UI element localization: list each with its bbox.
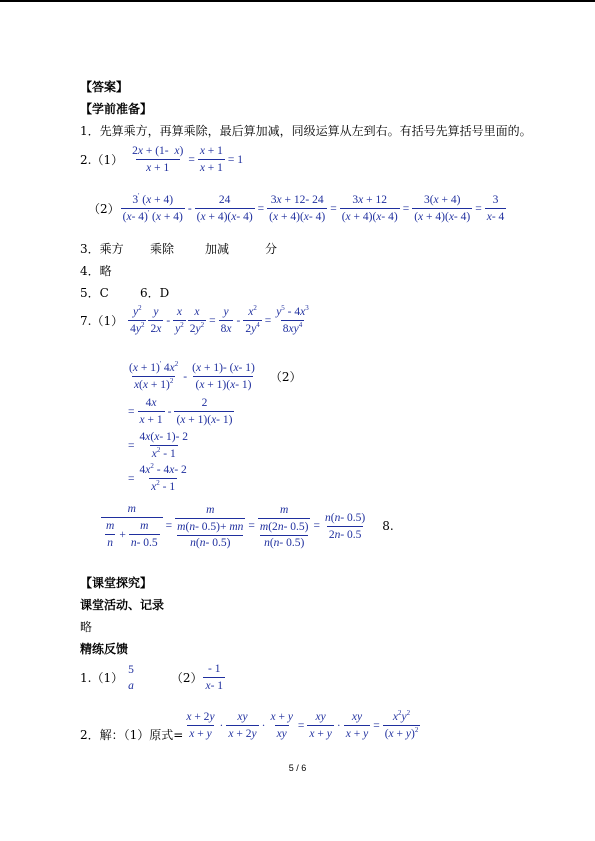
section-feedback: 精练反馈 — [80, 642, 129, 656]
item-3-d: 分 — [265, 242, 278, 256]
item-3-b: 乘除 — [150, 242, 175, 256]
section-class-explore: 【课堂探究】 — [80, 576, 153, 590]
item-7-1-label: 7.（1） — [80, 314, 124, 328]
item-7-2-label: （2） — [269, 370, 302, 384]
feedback-1 — [80, 662, 226, 693]
feedback-2 — [80, 710, 421, 741]
item-8 — [100, 502, 394, 550]
item-2-2-formula: $\frac{3' (x + 4)}{(x- 4)' (x + 4)}$ - $\frac{24}{(x + 4)(x- 4)}$ = $\frac{3x + 12- 24}{(x + 4)(x- 4)}$ = $\frac{3x + 12}{(x + 4)(x- 4)}$ = $\frac{3(x + 4)}{(x + 4)(x- 4)}$ = $\frac{3}{x- 4}$ — [122, 192, 505, 223]
activity-answer: 略 — [80, 620, 93, 634]
item-8-formula: m $\frac{m}{n}$ + $\frac{m}{n- 0.5}$ = m m(n- 0.5)+ mn n(n- 0.5) = m m(2n- 0.5) n(n- 0.5) = $\frac{n(n- 0.5)}{2n- 0.5}$ — [100, 502, 368, 550]
item-3-label: 3．乘方 — [80, 242, 124, 256]
section-activity: 课堂活动、记录 — [80, 598, 165, 612]
item-2-1-formula: $\frac{2x + (1- x)}{x + 1}$ = $\frac{x + 1}{x + 1}$ = 1 — [132, 145, 244, 174]
item-7-2-line3: = $\frac{4x(x- 1)- 2}{x^2 - 1}$ — [128, 431, 189, 460]
feedback-1-label: 1.（1） — [80, 671, 124, 685]
item-2-2 — [88, 193, 507, 224]
item-6: 6．D — [140, 286, 170, 300]
item-7-2-line4: = $\frac{4x^2 - 4x- 2}{x^2 - 1}$ — [128, 462, 187, 493]
item-2-2-label: （2） — [88, 202, 120, 216]
page-number: 5 / 6 — [288, 763, 307, 773]
feedback-2-label: 2．解：（1）原式= — [80, 728, 184, 742]
item-7-2-line1: $\frac{(x + 1)' 4x^2}{x(x + 1)^2}$ - $\frac{(x + 1)- (x- 1)}{(x + 1)(x- 1)}$ （2） — [129, 360, 302, 391]
feedback-1-1-formula: 5 a — [128, 663, 134, 692]
feedback-1-2-label: （2） — [170, 671, 203, 685]
item-8-label: 8. — [382, 519, 394, 533]
feedback-1-2-formula: $\frac{- 1}{x- 1}$ — [205, 663, 224, 692]
item-4: 4．略 — [80, 264, 112, 278]
section-prep: 【学前准备】 — [80, 102, 153, 116]
item-7-2-line2: = $\frac{4x}{x + 1}$ - $\frac{2}{(x + 1)(x- 1)}$ — [128, 397, 233, 426]
feedback-2-formula: $\frac{x + 2y}{x + y}$ · $\frac{xy}{x + 2y}$ · $\frac{x + y}{xy}$ = $\frac{xy}{x + y}$ · $\frac{xy}{x + y}$ = $\frac{x^2y^2}{(x + y)^2}$ — [186, 709, 419, 740]
item-7-1-formula: $\frac{y^2}{4y^2}$ $\frac{y}{2x}$ - $\frac{x}{y^2}$ $\frac{x}{2y^2}$ = $\frac{y}{8x}$ - $\frac{x^2}{2y^4}$ = $\frac{y^5 - 4x^3}{8xy^4}$ — [130, 304, 309, 335]
item-2-1 — [80, 144, 245, 175]
item-1: 1．先算乘方，再算乘除，最后算加减，同级运算从左到右。有括号先算括号里面的。 — [80, 124, 532, 138]
item-3-c: 加减 — [205, 242, 230, 256]
section-answer: 【答案】 — [80, 80, 129, 94]
item-2-1-label: 2.（1） — [80, 153, 124, 167]
item-5: 5．C — [80, 286, 109, 300]
top-border — [0, 0, 595, 2]
item-7-1 — [80, 305, 312, 336]
